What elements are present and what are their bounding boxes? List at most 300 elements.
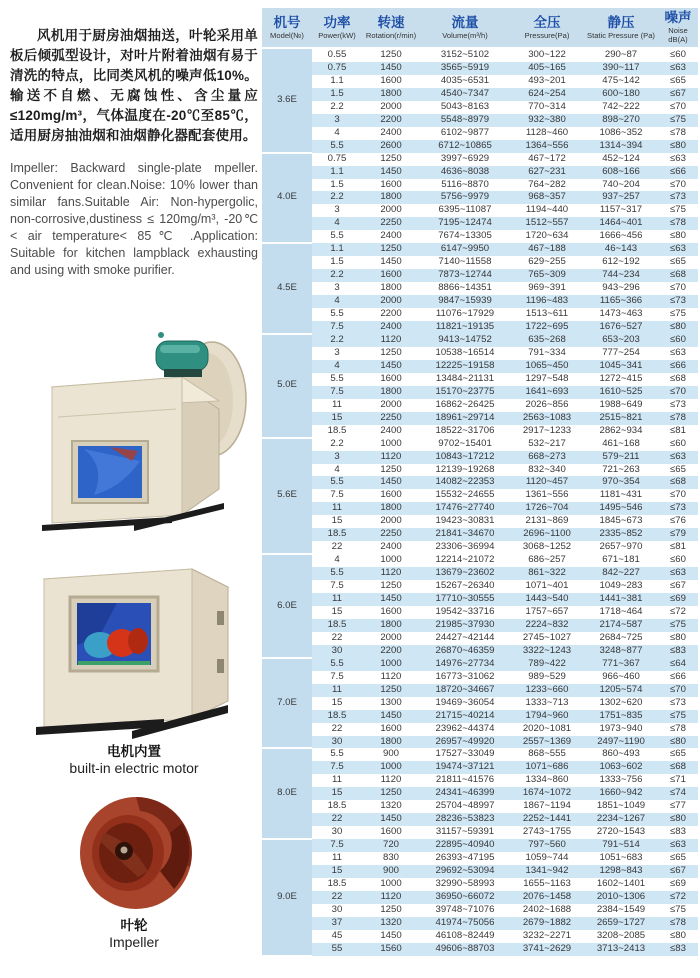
spec-cell: 1794~960 <box>510 710 584 723</box>
spec-row <box>262 748 698 761</box>
spec-cell: 39748~71076 <box>435 903 495 915</box>
spec-cell: 2743~1755 <box>522 826 572 838</box>
spec-cell: 1473~463 <box>599 308 643 320</box>
spec-cell: 2400 <box>380 541 402 553</box>
spec-cell: 1.1 <box>312 166 362 179</box>
spec-cell: 608~166 <box>584 166 658 179</box>
spec-row <box>262 282 698 295</box>
spec-row <box>262 451 698 464</box>
spec-cell: 2600 <box>362 140 420 153</box>
spec-cell: ≤66 <box>658 360 698 373</box>
spec-cell: ≤75 <box>658 114 698 127</box>
spec-cell: 11821~19135 <box>420 321 510 334</box>
spec-cell: 900 <box>382 748 399 760</box>
spec-row <box>262 943 698 956</box>
spec-cell: 1297~548 <box>525 372 569 384</box>
spec-cell: 28236~53823 <box>420 813 510 826</box>
spec-cell: 3 <box>334 282 340 294</box>
spec-cell: 2917~1233 <box>522 424 572 436</box>
spec-cell: ≤60 <box>658 334 698 347</box>
spec-cell: 1045~341 <box>584 360 658 373</box>
spec-cell: 19469~36054 <box>435 696 495 708</box>
spec-cell: 791~334 <box>528 346 566 358</box>
spec-cell: 1333~756 <box>599 774 643 786</box>
spec-cell: 1120 <box>362 451 420 464</box>
spec-cell: ≤63 <box>670 152 686 164</box>
spec-cell: 3741~2629 <box>510 943 584 956</box>
spec-cell: ≤71 <box>670 774 686 786</box>
spec-row <box>262 774 698 787</box>
spec-cell: 861~322 <box>510 567 584 580</box>
spec-cell: 5548~8979 <box>420 114 510 127</box>
spec-row <box>262 736 698 749</box>
left-panel <box>10 26 258 951</box>
spec-cell: 1867~1194 <box>523 800 571 812</box>
spec-row <box>262 619 698 632</box>
spec-cell: 1302~620 <box>599 696 643 708</box>
spec-row <box>262 593 698 606</box>
spec-cell: 612~192 <box>602 256 640 268</box>
spec-cell: 1845~673 <box>599 515 643 527</box>
spec-cell: 6395~11087 <box>438 204 492 216</box>
spec-cell: 15170~23775 <box>420 386 510 399</box>
spec-cell: 2026~856 <box>525 398 569 410</box>
spec-row <box>262 308 698 321</box>
intro-paragraph-en: Impeller: Backward single-plate mpeller. Convenient for clean.Noise: 10% lower than similar fans.Suitable Air: Non-hypergolic, non-corrosive,dustiness ≤ 120mg/m³, -20℃ < air temperature< 85℃ .Application: Suitable for kitchen lampblack exhausting and using with smoke purifier. <box>10 161 258 277</box>
spec-cell: 3248~877 <box>584 645 658 658</box>
spec-cell: 7.5 <box>312 839 362 852</box>
spec-cell: 461~168 <box>602 437 640 449</box>
spec-cell: 4540~7347 <box>420 88 510 101</box>
spec-cell: 21715~40214 <box>420 710 510 723</box>
spec-cell: 635~268 <box>510 334 584 347</box>
spec-cell: 25704~48997 <box>435 800 495 812</box>
spec-cell: 2234~1267 <box>584 813 658 826</box>
spec-cell: 19542~33716 <box>435 605 495 617</box>
spec-cell: 11 <box>332 398 342 410</box>
spec-cell: 30 <box>331 903 343 915</box>
spec-cell: 18720~34667 <box>420 684 510 697</box>
spec-row <box>262 360 698 373</box>
spec-cell: 21985~37930 <box>420 619 510 632</box>
spec-cell: 1443~540 <box>510 593 584 606</box>
spec-cell: 2.2 <box>312 334 362 347</box>
spec-cell: 1600 <box>380 74 402 86</box>
spec-row <box>262 256 698 269</box>
spec-row <box>262 813 698 826</box>
caption-impeller-cn: 叶轮 <box>120 918 148 933</box>
spec-cell: ≤75 <box>670 903 686 915</box>
spec-cell: 653~203 <box>584 334 658 347</box>
spec-cell: ≤80 <box>658 140 698 153</box>
spec-row <box>262 48 698 62</box>
spec-cell: 46108~82449 <box>435 929 495 941</box>
spec-cell: 12225~19158 <box>420 360 510 373</box>
spec-cell: ≤80 <box>658 813 698 826</box>
spec-cell: 7.5 <box>312 321 362 334</box>
spec-cell: 30 <box>331 826 343 838</box>
spec-cell: ≤80 <box>658 321 698 334</box>
spec-cell: 1851~1049 <box>596 800 646 812</box>
spec-cell: 624~254 <box>510 88 584 101</box>
spec-cell: 467~172 <box>528 152 566 164</box>
spec-row <box>262 140 698 153</box>
spec-row <box>262 295 698 308</box>
spec-cell: 2200 <box>380 308 402 320</box>
spec-cell: 3 <box>334 346 340 358</box>
spec-cell: 2720~1543 <box>596 826 646 838</box>
spec-cell: 4 <box>312 360 362 373</box>
spec-table <box>262 8 698 957</box>
spec-cell: 789~422 <box>510 658 584 671</box>
spec-cell: 5.5 <box>312 567 362 580</box>
spec-row <box>262 166 698 179</box>
spec-row <box>262 191 698 204</box>
spec-cell: 23306~36994 <box>435 541 495 553</box>
spec-cell: 2000 <box>380 631 402 643</box>
spec-cell: 11 <box>332 852 342 864</box>
column-header: 功率 Power(kW) <box>312 8 362 48</box>
spec-row <box>262 697 698 710</box>
spec-cell: 720 <box>362 839 420 852</box>
spec-cell: 1250 <box>380 346 402 358</box>
spec-cell: 1314~394 <box>584 140 658 153</box>
spec-cell: 969~391 <box>528 282 566 294</box>
spec-cell: 1450 <box>362 476 420 489</box>
spec-cell: 1300 <box>380 696 402 708</box>
spec-cell: 1676~527 <box>584 321 658 334</box>
spec-cell: 1800 <box>362 191 420 204</box>
spec-cell: 627~231 <box>510 166 584 179</box>
spec-row <box>262 839 698 852</box>
spec-cell: 467~188 <box>510 243 584 256</box>
spec-cell: 10538~16514 <box>435 346 495 358</box>
spec-cell: 860~493 <box>602 748 640 760</box>
spec-row <box>262 230 698 243</box>
spec-cell: ≤83 <box>658 943 698 956</box>
spec-cell: 30 <box>312 645 362 658</box>
spec-cell: 3 <box>312 114 362 127</box>
spec-cell: 1120 <box>362 567 420 580</box>
spec-cell: 1666~456 <box>599 230 643 242</box>
spec-cell: 2252~1441 <box>510 813 584 826</box>
spec-cell: 2250 <box>362 528 420 541</box>
spec-cell: ≤80 <box>670 929 686 941</box>
spec-cell: 989~529 <box>528 670 566 682</box>
spec-cell: 5756~9979 <box>420 191 510 204</box>
spec-cell: 1800 <box>362 736 420 749</box>
figure-fan-external-motor <box>10 289 258 537</box>
spec-cell: 475~142 <box>602 74 640 86</box>
spec-cell: 2563~1083 <box>510 412 584 425</box>
spec-row <box>262 347 698 360</box>
spec-cell: 14082~22353 <box>420 476 510 489</box>
spec-cell: 7195~12474 <box>420 217 510 230</box>
spec-cell: 1.1 <box>330 74 344 86</box>
spec-cell: 1165~366 <box>584 295 658 308</box>
spec-cell: 29692~53094 <box>420 865 510 878</box>
spec-cell: 5116~8870 <box>441 178 489 190</box>
spec-row <box>262 334 698 347</box>
spec-cell: 18.5 <box>327 878 347 889</box>
spec-cell: 46~143 <box>584 243 658 256</box>
spec-cell: 2131~869 <box>525 515 569 527</box>
spec-cell: 19474~37121 <box>420 761 510 774</box>
spec-cell: 15 <box>331 696 343 708</box>
spec-cell: 1361~556 <box>525 489 569 501</box>
spec-row <box>262 671 698 684</box>
spec-cell: 1800 <box>362 619 420 632</box>
spec-cell: ≤70 <box>670 100 686 112</box>
spec-cell: 18522~31706 <box>435 424 495 436</box>
spec-cell: 1464~401 <box>584 217 658 230</box>
spec-cell: 1973~940 <box>599 722 643 734</box>
spec-cell: 18.5 <box>312 619 362 632</box>
spec-cell: ≤65 <box>670 852 686 864</box>
spec-table-header-row <box>262 8 698 48</box>
spec-cell: 1120 <box>380 774 402 786</box>
spec-cell: 2400 <box>380 126 402 138</box>
spec-cell: 4 <box>334 126 340 138</box>
spec-row <box>262 179 698 192</box>
model-cell: 5.6E <box>262 438 312 555</box>
spec-cell: 11 <box>312 593 362 606</box>
column-header: 噪声 Noise dB(A) <box>658 8 698 48</box>
spec-cell: ≤81 <box>670 541 686 553</box>
spec-cell: ≤78 <box>658 917 698 930</box>
spec-cell: 2400 <box>362 321 420 334</box>
spec-cell: 22 <box>331 631 343 643</box>
spec-row <box>262 88 698 101</box>
spec-cell: 2684~725 <box>599 631 643 643</box>
spec-cell: 5.5 <box>330 748 344 760</box>
spec-cell: 1450 <box>380 929 402 941</box>
spec-cell: 45 <box>331 929 343 941</box>
model-cell: 6.0E <box>262 554 312 658</box>
spec-cell: 2250 <box>362 217 420 230</box>
spec-row <box>262 204 698 217</box>
spec-cell: ≤60 <box>670 554 686 566</box>
spec-cell: ≤68 <box>670 372 686 384</box>
spec-cell: 1233~660 <box>510 684 584 697</box>
spec-cell: ≤67 <box>658 865 698 878</box>
spec-cell: 5.5 <box>330 372 344 384</box>
spec-cell: 1.5 <box>330 256 344 268</box>
spec-cell: 1450 <box>362 360 420 373</box>
spec-row <box>262 658 698 671</box>
spec-cell: 2224~832 <box>510 619 584 632</box>
spec-row <box>262 632 698 645</box>
spec-cell: 30 <box>312 736 362 749</box>
spec-cell: 1600 <box>380 178 402 190</box>
spec-cell: 1250 <box>362 684 420 697</box>
spec-cell: 1128~460 <box>525 126 569 138</box>
spec-cell: 2020~1081 <box>522 722 572 734</box>
spec-cell: 12139~19268 <box>435 463 495 475</box>
spec-cell: 3 <box>334 204 340 216</box>
spec-cell: ≤63 <box>670 346 686 358</box>
fan-photo-built-in-motor-image <box>14 541 254 741</box>
spec-cell: ≤63 <box>658 243 698 256</box>
spec-row <box>262 606 698 619</box>
spec-cell: 2.2 <box>330 100 344 112</box>
spec-row <box>262 399 698 412</box>
spec-cell: 1800 <box>380 282 402 294</box>
spec-cell: 1600 <box>380 489 402 501</box>
spec-cell: ≤75 <box>658 710 698 723</box>
spec-cell: 2200 <box>362 114 420 127</box>
spec-cell: 24341~46399 <box>420 787 510 800</box>
spec-row <box>262 878 698 891</box>
spec-row <box>262 425 698 438</box>
spec-cell: 742~222 <box>602 100 640 112</box>
impeller-photo-image <box>54 793 214 915</box>
spec-cell: 966~460 <box>602 670 640 682</box>
spec-cell: ≤78 <box>658 217 698 230</box>
spec-row <box>262 917 698 930</box>
spec-cell: 1450 <box>362 710 420 723</box>
spec-cell: 3565~5919 <box>420 62 510 75</box>
spec-cell: 7.5 <box>330 670 344 682</box>
spec-cell: 19423~30831 <box>435 515 495 527</box>
spec-cell: 937~257 <box>584 191 658 204</box>
spec-row <box>262 541 698 554</box>
spec-cell: 1513~611 <box>525 308 569 320</box>
spec-cell: 2745~1027 <box>522 631 572 643</box>
spec-cell: ≤74 <box>658 787 698 800</box>
spec-row <box>262 101 698 114</box>
spec-cell: 14976~27734 <box>420 658 510 671</box>
spec-cell: ≤73 <box>670 696 686 708</box>
spec-cell: 22 <box>331 541 343 553</box>
spec-cell: 898~270 <box>584 114 658 127</box>
spec-cell: 6102~9877 <box>440 126 490 138</box>
spec-cell: 31157~59391 <box>435 826 495 838</box>
spec-cell: ≤70 <box>658 386 698 399</box>
spec-cell: ≤60 <box>670 437 686 449</box>
spec-cell: ≤63 <box>658 839 698 852</box>
spec-cell: 1049~283 <box>599 580 643 592</box>
spec-cell: 1250 <box>362 787 420 800</box>
spec-row <box>262 710 698 723</box>
spec-cell: 2000 <box>380 398 402 410</box>
spec-cell: 5.5 <box>312 140 362 153</box>
spec-cell: 1341~942 <box>510 865 584 878</box>
spec-cell: ≤81 <box>670 424 686 436</box>
spec-cell: 686~257 <box>528 554 566 566</box>
spec-cell: 16773~31062 <box>435 670 495 682</box>
spec-cell: 493~201 <box>528 74 566 86</box>
spec-cell: 1660~942 <box>584 787 658 800</box>
spec-cell: ≤83 <box>658 645 698 658</box>
spec-cell: 600~180 <box>584 88 658 101</box>
spec-cell: 17476~27740 <box>420 502 510 515</box>
spec-cell: 2000 <box>380 100 402 112</box>
spec-cell: 300~122 <box>528 49 566 60</box>
spec-cell: ≤80 <box>670 631 686 643</box>
spec-cell: 2696~1100 <box>510 528 584 541</box>
spec-row <box>262 787 698 800</box>
spec-cell: 1800 <box>362 88 420 101</box>
spec-cell: 1063~602 <box>584 761 658 774</box>
spec-cell: 1718~464 <box>599 605 643 617</box>
spec-cell: ≤67 <box>670 580 686 592</box>
spec-cell: 1450 <box>362 593 420 606</box>
spec-cell: 1641~693 <box>510 386 584 399</box>
spec-row <box>262 554 698 567</box>
spec-cell: 0.55 <box>327 49 347 60</box>
spec-cell: 18.5 <box>327 424 347 436</box>
spec-cell: 2010~1306 <box>584 891 658 904</box>
model-cell: 7.0E <box>262 658 312 749</box>
spec-cell: 1560 <box>362 943 420 956</box>
spec-row <box>262 373 698 386</box>
spec-cell: 1196~483 <box>510 295 584 308</box>
spec-cell: 1450 <box>362 813 420 826</box>
spec-cell: 2515~821 <box>584 412 658 425</box>
column-header: 静压 Static Pressure (Pa) <box>584 8 658 48</box>
spec-cell: 1800 <box>362 386 420 399</box>
spec-cell: ≤79 <box>658 528 698 541</box>
spec-cell: 2679~1882 <box>510 917 584 930</box>
spec-cell: 2.2 <box>312 191 362 204</box>
spec-cell: 3713~2413 <box>584 943 658 956</box>
spec-cell: 1602~1401 <box>596 878 646 889</box>
spec-cell: 765~309 <box>510 269 584 282</box>
spec-cell: 943~296 <box>602 282 640 294</box>
spec-cell: 41974~75056 <box>420 917 510 930</box>
spec-cell: 24427~42144 <box>435 631 495 643</box>
spec-cell: 1720~634 <box>525 230 569 242</box>
spec-cell: 3208~2085 <box>596 929 646 941</box>
model-cell: 4.5E <box>262 243 312 334</box>
spec-cell: 22895~40940 <box>420 839 510 852</box>
spec-cell: 2000 <box>380 204 402 216</box>
spec-cell: 1250 <box>380 580 402 592</box>
spec-cell: 3 <box>312 451 362 464</box>
spec-cell: 18.5 <box>327 800 347 812</box>
spec-cell: ≤67 <box>658 88 698 101</box>
spec-cell: 1.5 <box>330 178 344 190</box>
spec-cell: 1059~744 <box>525 852 569 864</box>
spec-cell: ≤80 <box>658 736 698 749</box>
spec-row <box>262 502 698 515</box>
column-header: 全压 Pressure(Pa) <box>510 8 584 48</box>
spec-cell: 7140~11558 <box>438 256 492 268</box>
spec-cell: 21811~41576 <box>435 774 495 786</box>
spec-cell: 2.2 <box>312 269 362 282</box>
spec-cell: ≤83 <box>670 826 686 838</box>
spec-cell: ≤76 <box>670 515 686 527</box>
spec-cell: ≤75 <box>658 619 698 632</box>
caption-built-in-en: built-in electric motor <box>69 760 199 776</box>
spec-row <box>262 515 698 528</box>
spec-row <box>262 75 698 88</box>
spec-cell: ≤70 <box>670 178 686 190</box>
spec-cell: ≤77 <box>670 800 686 812</box>
spec-cell: 7.5 <box>330 580 344 592</box>
spec-cell: 671~181 <box>602 554 640 566</box>
spec-cell: ≤73 <box>658 295 698 308</box>
spec-cell: 2402~1688 <box>522 903 572 915</box>
spec-cell: 1600 <box>380 372 402 384</box>
spec-cell: 5.5 <box>330 230 344 242</box>
fan-photo-external-motor-image <box>14 289 254 537</box>
spec-cell: 1320 <box>362 917 420 930</box>
spec-cell: 3068~1252 <box>522 541 572 553</box>
spec-row <box>262 684 698 697</box>
spec-cell: ≤69 <box>670 878 686 889</box>
